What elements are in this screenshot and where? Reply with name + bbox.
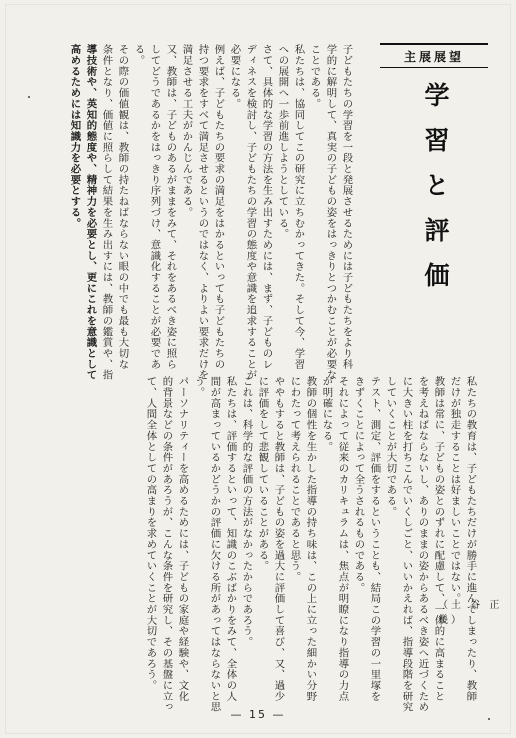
body-column: 満足させる工夫がかんじんである。 [180,44,193,218]
page-number: — 15 — [230,708,286,721]
body-column: 必要になる。 [228,44,241,110]
body-column: してどうであるかをはっきり序列づけ、意識化することが必要であ [148,44,161,370]
body-column: 条件となり、価値に照らして結果を生み出すには、教師の鑑賞や、指 [100,44,113,381]
body-column: う。 [192,376,205,398]
body-column: 高めるためには知識力を必要とする。 [68,44,81,229]
body-column: にわたって考えられることであると思う。 [288,376,301,583]
body-column: それによって従来のカリキュラムは、焦点が明瞭になり指導の力点 [336,376,349,702]
body-column: を考えねばならないし、ありのままの姿からあるべき姿へ近づくため [416,376,429,713]
body-column: 間が高まっているかどうかの評価に欠ける所があってはならないと思 [208,376,221,713]
author-signature: （土 谷 正 幾） [438,600,503,626]
body-column: ややもすると教師は、子どもの姿を過大に評価して喜び、又、過少 [272,376,285,702]
body-column: していくことが大切である。 [384,376,397,518]
body-column: 教師は常に、子どもの姿とのずれに配慮して、一体的に高まること [432,376,445,702]
body-column: への展開へ一歩前進しようとしている。 [276,44,289,240]
body-column: これは、科学的な評価の方法がなかったからであろう。 [240,376,253,648]
body-column: 子どもたちの学習を一段と発展させるためには子どもたちをより科 [340,44,353,370]
body-column: 私たちは、評価するといって、知識のこぶばかりをみて、全体の人 [224,376,237,702]
body-column: て、人間全体としての高まりを求めていくことが大切であろう。 [144,376,157,691]
body-column: 持つ要求をすべて満足させるというのではなく、よりよい要求だけを [196,44,209,381]
body-column: その際の価値観は、教師の持たねばならない眼の中でも最も大切な [116,44,129,370]
body-column: 例えば、子どもたちの要求の満足をはかるといっても子どもたちの [212,44,225,370]
body-column: さて、具体的な学習の方法を生み出すためには、まず、子どものレ [260,44,273,370]
body-column: る。 [132,44,145,66]
body-column: 又、教師は、子どものあるがままをみて、それをあるべき姿に照ら [164,44,177,370]
body-column: ことである。 [308,44,321,110]
body-column: 導技術や、英知的態度や、精神力を必要とし、更にこれを意識として [84,44,97,381]
body-column: に評価をして悲観していることがある。 [256,376,269,572]
body-column: パーソナリティーを高めるためには、子どもの家庭や経験や、文化 [176,376,189,702]
page-speck [488,718,490,720]
body-column: だけが独走することは好ましいことではない。 [448,376,461,604]
body-column: きずくことによって全うされるものである。 [352,376,365,593]
body-column: 私たちは、協同してこの研究に立ちむかってきた。そして今、学習 [292,44,305,370]
page-speck [28,96,30,98]
body-column: 学的に解明して、真実の子どもの姿をはっきりとつかむことが必要な [324,44,337,381]
body-column: 私たちの教育は、子どもたちだけが勝手に進んでしまったり、教師 [464,376,477,702]
body-column: テスト、測定、評価をするということも、結局この学習の一里塚を [368,376,381,702]
body-column: に大きい柱を打ちこんでいくしごと、いいかえれば、指導段階を研究 [400,376,413,713]
body-column: 教師の個性を生かした指導の持ち味は、この上に立った細かい分野 [304,376,317,702]
body-column: が明確になる。 [320,376,333,452]
article-title: 学習と評価 [421,82,450,307]
section-header-label: 主展展望 [380,43,488,68]
body-column: 的背景などの条件があろうが、こんな条件を研究し、その基盤に立っ [160,376,173,713]
body-column: ディネスを検討し、子どもたちの学習の態度や意識を追求することが [244,44,257,381]
